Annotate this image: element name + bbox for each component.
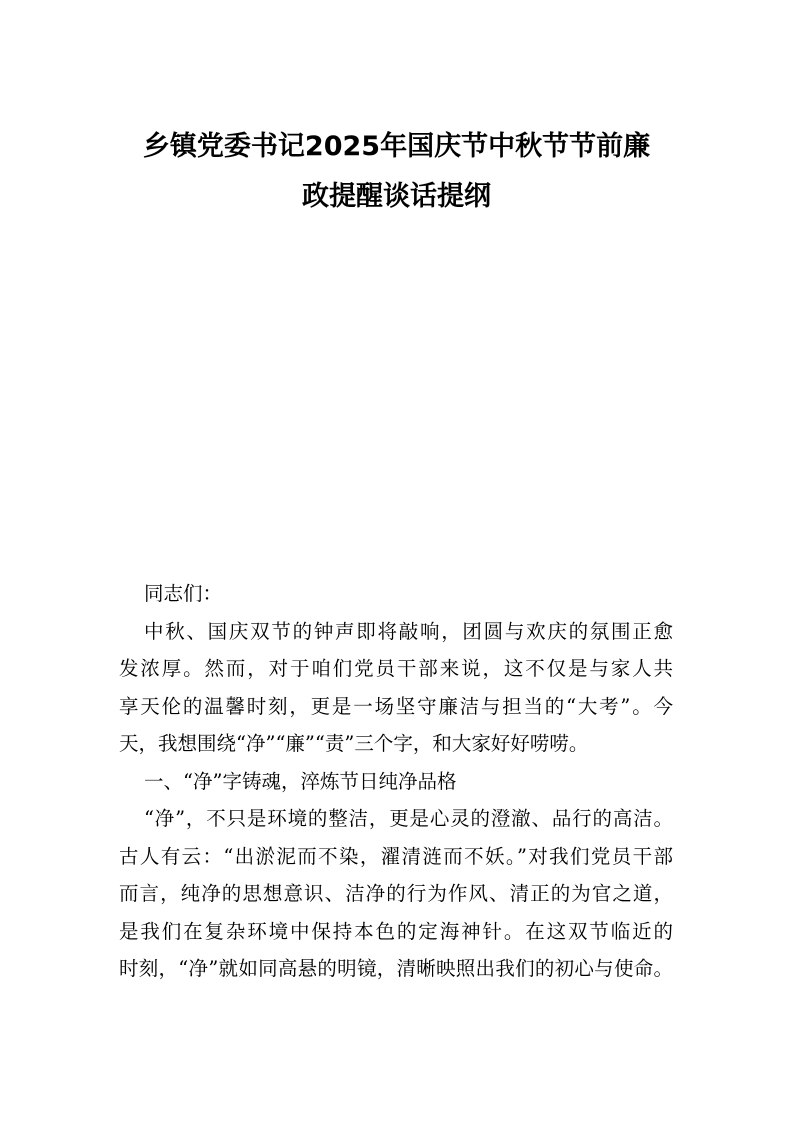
paragraph-2-line-1: “净”，不只是环境的整洁，更是心灵的澄澈、品行的高洁。 xyxy=(144,807,673,830)
salutation: 同志们： xyxy=(144,582,223,605)
paragraph-1-line-1: 中秋、国庆双节的钟声即将敲响，团圆与欢庆的氛围正愈 xyxy=(144,619,673,643)
paragraph-2-line-3: 而言，纯净的思想意识、洁净的行为作风、清正的为官之道， xyxy=(119,882,673,905)
paragraph-1-line-2: 发浓厚。然而，对于咱们党员干部来说，这不仅是与家人共 xyxy=(119,657,673,680)
paragraph-1-line-3: 享天伦的温馨时刻，更是一场坚守廉洁与担当的“大考”。今 xyxy=(119,694,673,718)
paragraph-1-line-4: 天，我想围绕“净”“廉”“责”三个字，和大家好好唠唠。 xyxy=(119,732,589,755)
paragraph-2-line-2: 古人有云：“出淤泥而不染，濯清涟而不妖。”对我们党员干部 xyxy=(119,844,673,868)
document-body xyxy=(119,575,673,988)
title-line-2: 政提醒谈话提纲 xyxy=(302,181,491,212)
section-heading-1: 一、“净”字铸魂，淬炼节日纯净品格 xyxy=(144,769,457,793)
document-title xyxy=(100,122,693,222)
paragraph-2-line-5: 时刻，“净”就如同高悬的明镜，清晰映照出我们的初心与使命。 xyxy=(119,957,673,980)
paragraph-2-line-4: 是我们在复杂环境中保持本色的定海神针。在这双节临近的 xyxy=(119,919,673,943)
title-line-1: 乡镇党委书记2025年国庆节中秋节节前廉 xyxy=(142,131,651,162)
